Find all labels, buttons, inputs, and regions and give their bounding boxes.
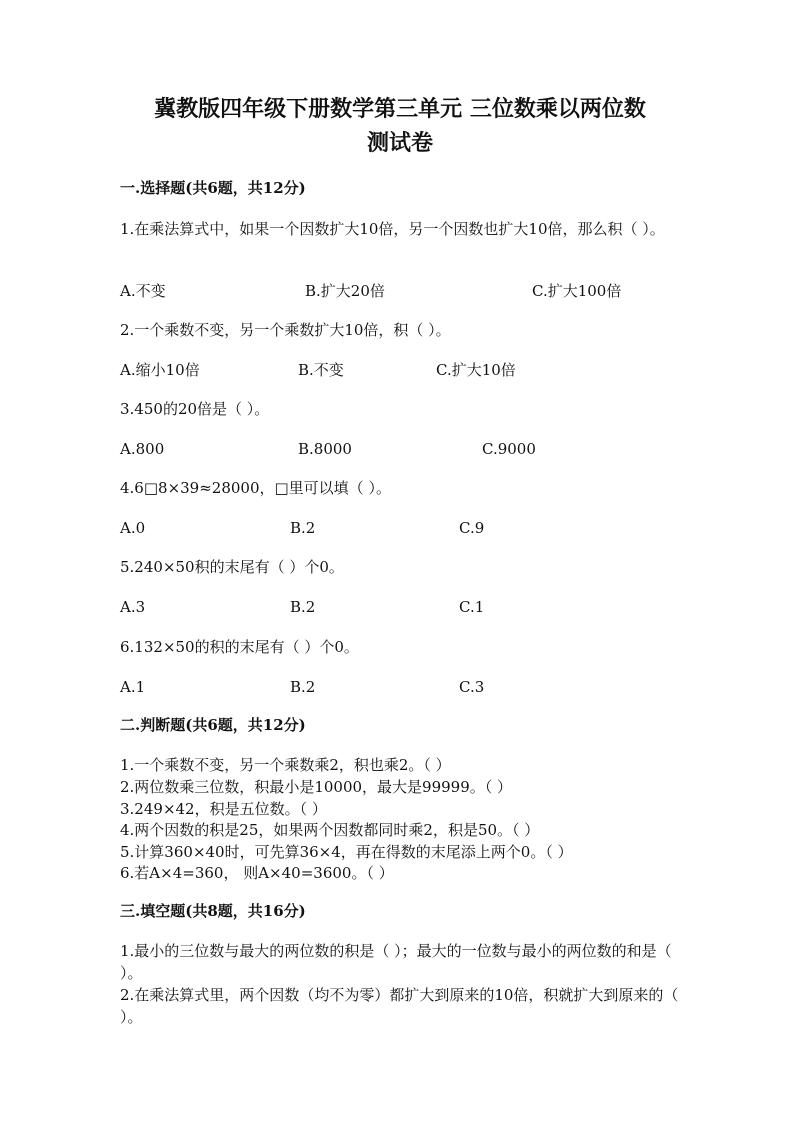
q4-option-b: B.2 — [290, 519, 316, 537]
question-4: 4.6□8×39≈28000，□里可以填（ ）。 — [120, 479, 391, 497]
question-1: 1.在乘法算式中，如果一个因数扩大10倍，另一个因数也扩大10倍，那么积（ ）。 — [120, 220, 665, 238]
section-heading-fill: 三.填空题(共8题，共16分) — [120, 902, 306, 920]
section-heading-judge: 二.判断题(共6题，共12分) — [120, 716, 306, 734]
q3-option-b: B.8000 — [298, 440, 352, 458]
q2-option-b: B.不变 — [298, 361, 344, 379]
question-2: 2.一个乘数不变，另一个乘数扩大10倍，积（ ）。 — [120, 321, 451, 339]
judge-item-4: 4.两个因数的积是25，如果两个因数都同时乘2，积是50。（ ） — [120, 821, 540, 839]
q6-option-b: B.2 — [290, 678, 316, 696]
fill-item-2: 2.在乘法算式里，两个因数（均不为零）都扩大到原来的10倍，积就扩大到原来的（ ）。 — [120, 986, 679, 1026]
q4-option-c: C.9 — [459, 519, 485, 537]
q6-option-c: C.3 — [459, 678, 485, 696]
q1-option-a: A.不变 — [120, 282, 166, 300]
q2-option-c: C.扩大10倍 — [436, 361, 516, 379]
q2-option-a: A.缩小10倍 — [120, 361, 200, 379]
q3-option-a: A.800 — [120, 440, 165, 458]
section-heading-choice: 一.选择题(共6题，共12分) — [120, 179, 306, 197]
question-6: 6.132×50的积的末尾有（ ）个0。 — [120, 638, 359, 656]
q1-option-c: C.扩大100倍 — [532, 282, 622, 300]
question-5: 5.240×50积的末尾有（ ）个0。 — [120, 558, 344, 576]
judge-item-5: 5.计算360×40时，可先算36×4，再在得数的末尾添上两个0。（ ） — [120, 843, 573, 861]
fill-item-1: 1.最小的三位数与最大的两位数的积是（ ）；最大的一位数与最小的两位数的和是（ ）。 — [120, 942, 672, 982]
page-title — [0, 92, 800, 160]
q5-option-b: B.2 — [290, 598, 316, 616]
question-3: 3.450的20倍是（ ）。 — [120, 400, 270, 418]
judge-item-3: 3.249×42，积是五位数。（ ） — [120, 800, 327, 818]
q5-option-a: A.3 — [120, 598, 146, 616]
judge-item-6: 6.若A×4=360， 则A×40=3600。（ ） — [120, 864, 394, 882]
q3-option-c: C.9000 — [482, 440, 536, 458]
q4-option-a: A.0 — [120, 519, 146, 537]
judge-item-2: 2.两位数乘三位数，积最小是10000，最大是99999。（ ） — [120, 778, 513, 796]
judge-item-1: 1.一个乘数不变，另一个乘数乘2，积也乘2。（ ） — [120, 756, 451, 774]
q6-option-a: A.1 — [120, 678, 146, 696]
q5-option-c: C.1 — [459, 598, 485, 616]
title-line-1: 冀教版四年级下册数学第三单元 三位数乘以两位数 — [154, 96, 646, 122]
title-line-2: 测试卷 — [366, 130, 433, 156]
q1-option-b: B.扩大20倍 — [305, 282, 385, 300]
